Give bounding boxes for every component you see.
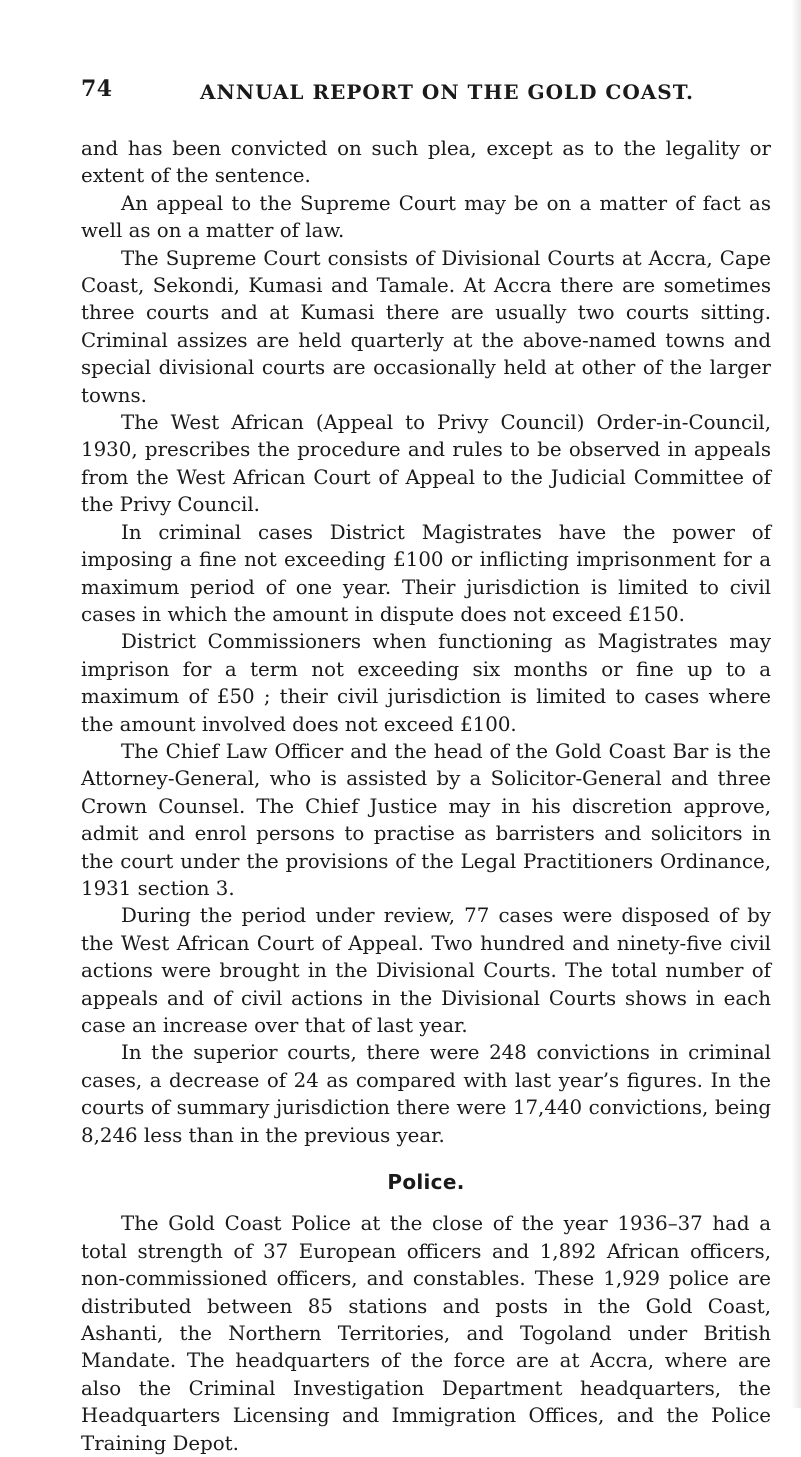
- paragraph-convictions: In the superior courts, there were 248 convictions in criminal cases, a decrease of 24 as compared with last year’s figures. In the courts of summary jurisdiction there were 17,440 convictions, being 8,246 less than in the previous year.: [81, 1041, 771, 1147]
- paragraph-chief-law-officer: The Chief Law Officer and the head of the Gold Coast Bar is the Attorney-General, who is assisted by a Solicitor-General and three Crown Counsel. The Chief Justice may in his discretion approve, admit and enrol persons to practise as barristers and solicitors in the court under the provisions of the Legal Practitioners Ordinance, 1931 section 3.: [81, 739, 771, 900]
- paragraph-district-magistrates: In criminal cases District Magistrates have the power of imposing a fine not exceeding £100 or inflicting imprisonment for a maximum period of one year. Their jurisdiction is limited to civil cases in which the amount in dispute does not exceed £150.: [81, 520, 771, 626]
- paragraph-appeal-supreme-court: An appeal to the Supreme Court may be on a matter of fact as well as on a matter of law.: [81, 191, 771, 243]
- paragraph-continuation: and has been convicted on such plea, except as to the legality or extent of the sentence.: [81, 137, 771, 188]
- page-number: 74: [81, 76, 113, 102]
- paragraph-appeals-review: During the period under review, 77 cases were disposed of by the West African Court of Appeal. Two hundred and ninety-five civil actions were brought in the Divisional Courts. The total number of appeals and of civil actions in the Divisional Courts shows in each case an increase over that of last year.: [81, 904, 771, 1037]
- paragraph-police-strength: The Gold Coast Police at the close of the year 1936–37 had a total strength of 37 European officers and 1,892 African officers, non-commissioned officers, and constables. These 1,929 police are distributed between 85 stations and posts in the Gold Coast, Ashanti, the Northern Territories, and Togoland under British Mandate. The headquarters of the force are at Accra, where are also the Criminal Investigation Department headquarters, the Headquarters Licensing and Immigration Offices, and the Police Training Depot.: [81, 1212, 771, 1455]
- section-heading-police: Police.: [387, 1170, 465, 1195]
- page-edge-shadow: [791, 0, 801, 1408]
- running-title: ANNUAL REPORT ON THE GOLD COAST.: [200, 80, 694, 104]
- paragraph-district-commissioners: District Commissioners when functioning as Magistrates may imprison for a term not exceeding six months or fine up to a maximum of £50 ; their civil jurisdiction is limited to cases where the amount involved does not exceed £100.: [81, 630, 771, 736]
- paragraph-privy-council-order: The West African (Appeal to Privy Council) Order-in-Council, 1930, prescribes the procedure and rules to be observed in appeals from the West African Court of Appeal to the Judicial Committee of the Privy Council.: [81, 411, 771, 517]
- page-body: [81, 135, 771, 1457]
- paragraph-supreme-court-composition: The Supreme Court consists of Divisional Courts at Accra, Cape Coast, Sekondi, Kumasi and Tamale. At Accra there are sometimes three courts and at Kumasi there are usually two courts sitting. Criminal assizes are held quarterly at the above-named towns and special divisional courts are occasionally held at other of the larger towns.: [81, 246, 771, 407]
